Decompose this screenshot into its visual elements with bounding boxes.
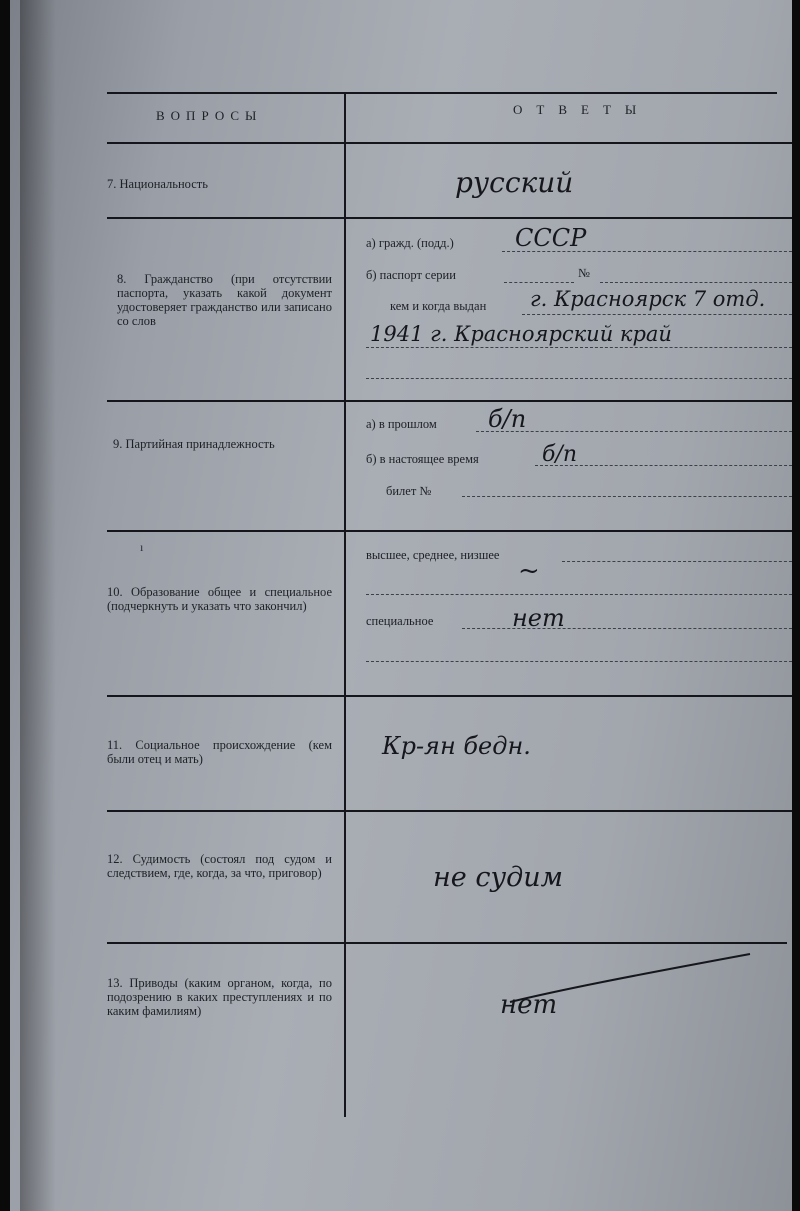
question-12: 12. Судимость (состоял под судом и следствием, где, когда, за что, приговор) bbox=[107, 852, 332, 880]
question-13: 13. Приводы (каким органом, когда, по подозрению в каких преступлениях и по каким фамилиям) bbox=[107, 976, 332, 1018]
issued-answer-line2: 1941 г. Красноярский край bbox=[370, 322, 672, 346]
rule-11 bbox=[107, 810, 792, 812]
education-special-line bbox=[462, 628, 792, 629]
question-9: 9. Партийная принадлежность bbox=[113, 437, 275, 451]
education-levels-prompt: высшее, среднее, низшее bbox=[366, 548, 500, 562]
question-8: 8. Гражданство (при отсутствии паспорта, указать какой документ удостоверяет гражданство или записано со слов bbox=[117, 272, 332, 328]
citizenship-prompt: а) гражд. (подд.) bbox=[366, 236, 454, 250]
question-10: 10. Образование общее и специальное (подчеркнуть и указать что закончил) bbox=[107, 585, 332, 613]
party-past-answer: б/п bbox=[488, 405, 527, 433]
party-past-line bbox=[476, 431, 792, 432]
rule-top bbox=[107, 92, 777, 94]
education-special-prompt: специальное bbox=[366, 614, 434, 628]
citizenship-line bbox=[502, 251, 792, 252]
rule-12 bbox=[107, 942, 787, 944]
passport-number-line bbox=[600, 282, 792, 283]
party-present-line bbox=[535, 465, 792, 466]
number-sign: № bbox=[578, 266, 590, 280]
party-present-prompt: б) в настоящее время bbox=[366, 452, 479, 466]
issued-prompt: кем и когда выдан bbox=[390, 299, 487, 313]
education-levels-line bbox=[562, 561, 792, 562]
rule-10 bbox=[107, 695, 792, 697]
binding-shadow bbox=[20, 0, 56, 1211]
question-11: 11. Социальное происхождение (кем были отец и мать) bbox=[107, 738, 332, 766]
rule-8 bbox=[107, 400, 792, 402]
question-7: 7. Национальность bbox=[107, 177, 208, 191]
party-present-answer: б/п bbox=[542, 442, 578, 467]
issued-line-1 bbox=[522, 314, 792, 315]
education-underline-mark: ~ bbox=[518, 556, 540, 586]
issued-line-2 bbox=[366, 347, 792, 348]
passport-series-line bbox=[504, 282, 574, 283]
answer-11: Кр-ян бедн. bbox=[382, 732, 531, 760]
education-line-4 bbox=[366, 661, 792, 662]
questions-header: ВОПРОСЫ bbox=[156, 108, 263, 123]
issued-line-3 bbox=[366, 378, 792, 379]
form-sheet bbox=[10, 0, 792, 1211]
party-card-prompt: билет № bbox=[386, 484, 432, 498]
answers-header: ОТВЕТЫ bbox=[513, 102, 651, 117]
education-special-answer: нет bbox=[512, 604, 565, 632]
answer-12: не судим bbox=[433, 862, 564, 893]
passport-prompt: б) паспорт серии bbox=[366, 268, 456, 282]
rule-header-bottom bbox=[107, 142, 792, 144]
answer-13: нет bbox=[500, 990, 558, 1020]
citizenship-answer: СССР bbox=[515, 224, 587, 252]
party-past-prompt: а) в прошлом bbox=[366, 417, 437, 431]
issued-answer-line1: г. Красноярск 7 отд. bbox=[530, 287, 766, 311]
education-line-2 bbox=[366, 594, 792, 595]
column-divider bbox=[344, 92, 346, 1117]
party-card-line bbox=[462, 496, 792, 497]
margin-mark: ı bbox=[140, 540, 144, 554]
rule-9 bbox=[107, 530, 792, 532]
rule-7 bbox=[107, 217, 792, 219]
answer-7: русский bbox=[455, 166, 574, 199]
answer-13-flourish bbox=[500, 950, 760, 1010]
